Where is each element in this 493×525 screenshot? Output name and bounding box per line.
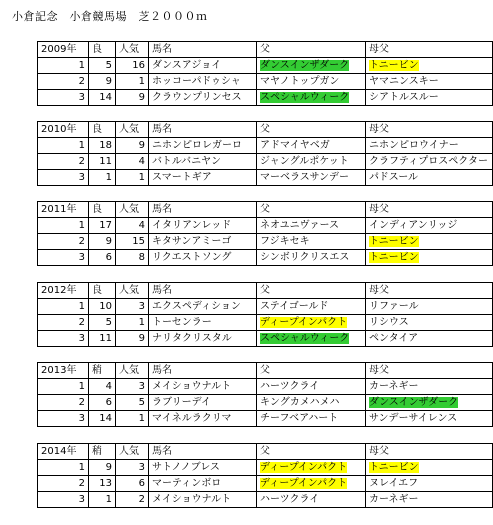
highlighted-bloodline: ディープインパクト [260, 478, 348, 489]
race-table [37, 201, 493, 266]
horse-number-cell: 9 [89, 234, 116, 250]
table-row [38, 492, 493, 508]
horse-header: 馬名 [149, 122, 257, 138]
dam-sire-cell: カーネギー [366, 379, 493, 395]
finish-position-cell: 3 [38, 492, 89, 508]
finish-position-cell: 2 [38, 395, 89, 411]
table-header-row [38, 283, 493, 299]
sire-header: 父 [257, 122, 366, 138]
horse-name-cell: キタサンアミーゴ [149, 234, 257, 250]
table-header-row [38, 42, 493, 58]
popularity-cell: 4 [116, 154, 149, 170]
horse-name-cell: メイショウナルト [149, 379, 257, 395]
table-row [38, 250, 493, 266]
table-row [38, 218, 493, 234]
table-header-row [38, 444, 493, 460]
popularity-cell: 3 [116, 299, 149, 315]
finish-position-cell: 1 [38, 299, 89, 315]
sire-cell [257, 90, 366, 106]
horse-name-cell: サトノノブレス [149, 460, 257, 476]
popularity-cell: 9 [116, 138, 149, 154]
highlighted-bloodline: ディープインパクト [260, 317, 348, 328]
finish-position-cell: 1 [38, 138, 89, 154]
horse-number-cell: 1 [89, 492, 116, 508]
table-row [38, 234, 493, 250]
horse-number-cell: 6 [89, 395, 116, 411]
popularity-cell: 1 [116, 170, 149, 186]
sire-header: 父 [257, 363, 366, 379]
horse-number-cell: 4 [89, 379, 116, 395]
finish-position-cell: 2 [38, 154, 89, 170]
table-row [38, 331, 493, 347]
table-row [38, 154, 493, 170]
sire-cell: ハーツクライ [257, 492, 366, 508]
sire-header: 父 [257, 42, 366, 58]
horse-number-cell: 5 [89, 315, 116, 331]
dam-sire-cell: インディアンリッジ [366, 218, 493, 234]
race-table [37, 443, 493, 508]
table-row [38, 395, 493, 411]
popularity-cell: 3 [116, 460, 149, 476]
horse-name-cell: イタリアンレッド [149, 218, 257, 234]
horse-name-cell: ナリタクリスタル [149, 331, 257, 347]
horse-name-cell: トーセンラー [149, 315, 257, 331]
finish-position-cell: 1 [38, 218, 89, 234]
finish-position-cell: 1 [38, 58, 89, 74]
going-header: 良 [89, 122, 116, 138]
dam-sire-cell [366, 395, 493, 411]
dam-sire-cell: サンデーサイレンス [366, 411, 493, 427]
horse-name-cell: スマートギア [149, 170, 257, 186]
horse-number-cell: 6 [89, 250, 116, 266]
sire-cell: マーベラスサンデー [257, 170, 366, 186]
finish-position-cell: 3 [38, 411, 89, 427]
horse-number-cell: 10 [89, 299, 116, 315]
going-header: 稍 [89, 444, 116, 460]
popularity-cell: 6 [116, 476, 149, 492]
dam-sire-header: 母父 [366, 363, 493, 379]
horse-header: 馬名 [149, 202, 257, 218]
popularity-cell: 15 [116, 234, 149, 250]
popularity-cell: 3 [116, 379, 149, 395]
table-row [38, 90, 493, 106]
horse-number-cell: 1 [89, 170, 116, 186]
page-title: 小倉記念 小倉競馬場 芝２０００ｍ [12, 10, 208, 23]
horse-header: 馬名 [149, 444, 257, 460]
finish-position-cell: 2 [38, 74, 89, 90]
sire-cell [257, 315, 366, 331]
horse-header: 馬名 [149, 283, 257, 299]
horse-number-cell: 9 [89, 74, 116, 90]
popularity-cell: 4 [116, 218, 149, 234]
table-row [38, 170, 493, 186]
table-row [38, 299, 493, 315]
finish-position-cell: 2 [38, 315, 89, 331]
highlighted-bloodline: トニービン [369, 236, 419, 247]
popularity-header: 人気 [116, 363, 149, 379]
finish-position-cell: 2 [38, 476, 89, 492]
horse-number-cell: 5 [89, 58, 116, 74]
popularity-cell: 2 [116, 492, 149, 508]
year-header: 2009年 [38, 42, 89, 58]
horse-name-cell: リクエストソング [149, 250, 257, 266]
dam-sire-header: 母父 [366, 122, 493, 138]
horse-number-cell: 18 [89, 138, 116, 154]
sire-header: 父 [257, 444, 366, 460]
year-header: 2012年 [38, 283, 89, 299]
horse-number-cell: 14 [89, 90, 116, 106]
popularity-cell: 1 [116, 74, 149, 90]
race-table [37, 41, 493, 106]
table-row [38, 74, 493, 90]
horse-name-cell: ダンスアジョイ [149, 58, 257, 74]
horse-name-cell: バトルバニヤン [149, 154, 257, 170]
highlighted-bloodline: スペシャルウィーク [260, 333, 350, 344]
sire-cell: キングカメハメハ [257, 395, 366, 411]
dam-sire-header: 母父 [366, 444, 493, 460]
dam-sire-header: 母父 [366, 42, 493, 58]
sire-cell: ネオユニヴァース [257, 218, 366, 234]
horse-name-cell: エクスペディション [149, 299, 257, 315]
dam-sire-cell: カーネギー [366, 492, 493, 508]
sire-cell: フジキセキ [257, 234, 366, 250]
horse-number-cell: 11 [89, 154, 116, 170]
horse-name-cell: クラウンプリンセス [149, 90, 257, 106]
sire-cell [257, 331, 366, 347]
dam-sire-cell: ペンタイア [366, 331, 493, 347]
highlighted-bloodline: ダンスインザダーク [369, 397, 459, 408]
horse-number-cell: 9 [89, 460, 116, 476]
dam-sire-cell [366, 460, 493, 476]
sire-cell: チーフベアハート [257, 411, 366, 427]
going-header: 良 [89, 202, 116, 218]
race-table [37, 362, 493, 427]
finish-position-cell: 3 [38, 90, 89, 106]
horse-name-cell: ホッコーパドゥシャ [149, 74, 257, 90]
sire-header: 父 [257, 283, 366, 299]
sire-cell: ステイゴールド [257, 299, 366, 315]
year-header: 2010年 [38, 122, 89, 138]
dam-sire-cell: シアトルスルー [366, 90, 493, 106]
sire-cell [257, 460, 366, 476]
dam-sire-cell: ヤマニンスキー [366, 74, 493, 90]
table-header-row [38, 202, 493, 218]
highlighted-bloodline: ダンスインザダーク [260, 60, 350, 71]
horse-number-cell: 11 [89, 331, 116, 347]
year-header: 2014年 [38, 444, 89, 460]
horse-number-cell: 17 [89, 218, 116, 234]
dam-sire-cell [366, 58, 493, 74]
dam-sire-cell [366, 234, 493, 250]
popularity-header: 人気 [116, 283, 149, 299]
dam-sire-header: 母父 [366, 283, 493, 299]
sire-cell: シンボリクリスエス [257, 250, 366, 266]
year-header: 2013年 [38, 363, 89, 379]
popularity-cell: 1 [116, 411, 149, 427]
race-table [37, 282, 493, 347]
sire-cell [257, 476, 366, 492]
horse-name-cell: ニホンピロレガーロ [149, 138, 257, 154]
popularity-cell: 5 [116, 395, 149, 411]
race-table [37, 121, 493, 186]
going-header: 稍 [89, 363, 116, 379]
dam-sire-cell [366, 250, 493, 266]
dam-sire-cell: ヌレイエフ [366, 476, 493, 492]
sire-cell: マヤノトップガン [257, 74, 366, 90]
finish-position-cell: 1 [38, 379, 89, 395]
popularity-cell: 9 [116, 90, 149, 106]
sire-cell: アドマイヤベガ [257, 138, 366, 154]
popularity-header: 人気 [116, 122, 149, 138]
popularity-cell: 8 [116, 250, 149, 266]
table-header-row [38, 122, 493, 138]
dam-sire-cell: パドスール [366, 170, 493, 186]
highlighted-bloodline: トニービン [369, 462, 419, 473]
horse-name-cell: メイショウナルト [149, 492, 257, 508]
dam-sire-cell: リファール [366, 299, 493, 315]
sire-cell: ジャングルポケット [257, 154, 366, 170]
going-header: 良 [89, 42, 116, 58]
table-row [38, 138, 493, 154]
table-row [38, 411, 493, 427]
table-header-row [38, 363, 493, 379]
horse-name-cell: ラブリーデイ [149, 395, 257, 411]
highlighted-bloodline: トニービン [369, 252, 419, 263]
finish-position-cell: 3 [38, 250, 89, 266]
finish-position-cell: 1 [38, 460, 89, 476]
finish-position-cell: 2 [38, 234, 89, 250]
popularity-header: 人気 [116, 444, 149, 460]
sire-header: 父 [257, 202, 366, 218]
horse-number-cell: 14 [89, 411, 116, 427]
horse-number-cell: 13 [89, 476, 116, 492]
dam-sire-header: 母父 [366, 202, 493, 218]
finish-position-cell: 3 [38, 331, 89, 347]
highlighted-bloodline: ディープインパクト [260, 462, 348, 473]
finish-position-cell: 3 [38, 170, 89, 186]
highlighted-bloodline: スペシャルウィーク [260, 92, 350, 103]
highlighted-bloodline: トニービン [369, 60, 419, 71]
table-row [38, 460, 493, 476]
sire-cell [257, 58, 366, 74]
sire-cell: ハーツクライ [257, 379, 366, 395]
table-row [38, 58, 493, 74]
going-header: 良 [89, 283, 116, 299]
dam-sire-cell: リシウス [366, 315, 493, 331]
popularity-cell: 1 [116, 315, 149, 331]
popularity-header: 人気 [116, 202, 149, 218]
horse-header: 馬名 [149, 42, 257, 58]
dam-sire-cell: ニホンピロウイナー [366, 138, 493, 154]
popularity-cell: 9 [116, 331, 149, 347]
year-header: 2011年 [38, 202, 89, 218]
table-row [38, 476, 493, 492]
popularity-header: 人気 [116, 42, 149, 58]
dam-sire-cell: クラフティプロスペクター [366, 154, 493, 170]
table-row [38, 379, 493, 395]
horse-name-cell: マーティンボロ [149, 476, 257, 492]
horse-name-cell: マイネルラクリマ [149, 411, 257, 427]
table-row [38, 315, 493, 331]
popularity-cell: 16 [116, 58, 149, 74]
horse-header: 馬名 [149, 363, 257, 379]
